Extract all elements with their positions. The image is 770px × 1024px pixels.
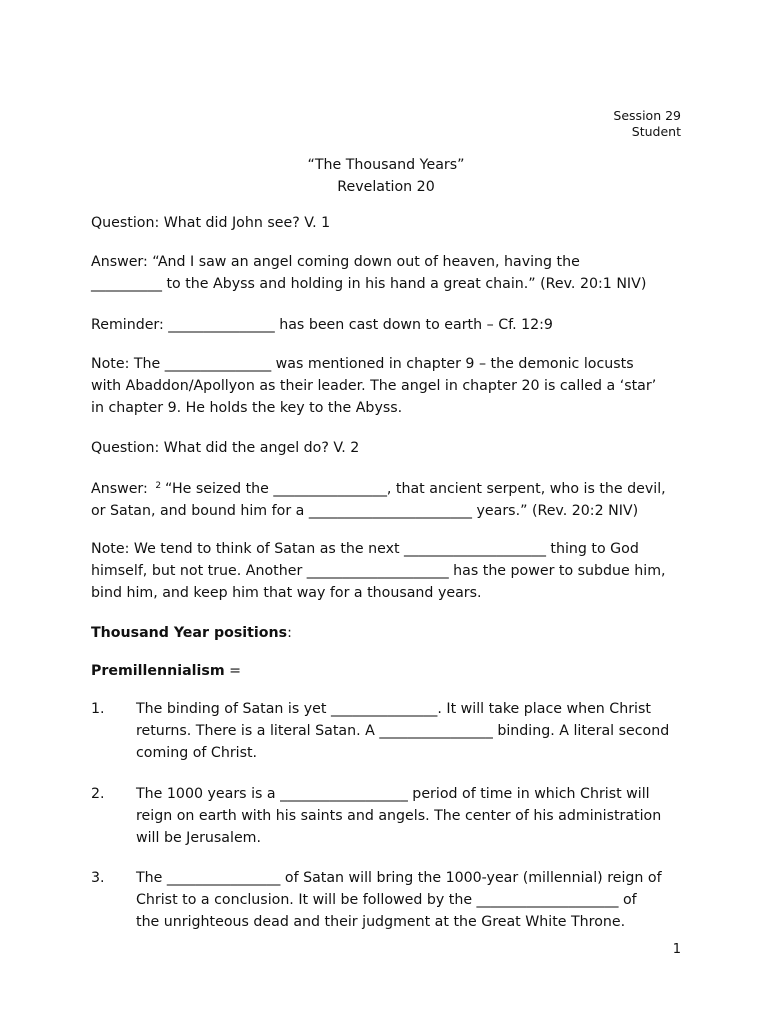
answer-2-line: or Satan, and bound him for a _______________________ years.” (Rev. 20:2 NIV) (91, 503, 639, 519)
note-1-line: in chapter 9. He holds the key to the Abyss. (91, 400, 403, 416)
question-1: Question: What did John see? V. 1 (91, 215, 331, 231)
document-title (91, 154, 681, 198)
session-label: Session 29 (613, 108, 681, 123)
role-label: Student (631, 124, 681, 139)
subtitle-line: Revelation 20 (337, 179, 435, 195)
premillennialism-heading (91, 660, 683, 682)
answer-2-prefix: Answer: (91, 481, 148, 497)
list-item-number: 3. (91, 870, 105, 886)
reminder: Reminder: _______________ has been cast down to earth – Cf. 12:9 (91, 317, 553, 333)
answer-1-line: __________ to the Abyss and holding in his hand a great chain.” (Rev. 20:1 NIV) (91, 276, 647, 292)
list-item-line: The ________________ of Satan will bring the 1000-year (millennial) reign of (136, 870, 662, 886)
positions-heading-rest: : (287, 625, 292, 641)
list-item-line: The 1000 years is a __________________ period of time in which Christ will (136, 786, 650, 802)
answer-2 (91, 475, 683, 522)
title-line: “The Thousand Years” (307, 157, 465, 173)
positions-heading (91, 622, 683, 644)
note-1 (91, 353, 683, 419)
verse-number: 2 (155, 481, 162, 491)
list-item-text (136, 783, 684, 849)
session-header (613, 108, 681, 140)
list-item-number: 1. (91, 701, 105, 717)
note-2-line: bind him, and keep him that way for a thousand years. (91, 585, 482, 601)
positions-heading-bold: Thousand Year positions (91, 625, 288, 641)
list-item-number: 2. (91, 786, 105, 802)
answer-1-line: Answer: “And I saw an angel coming down out of heaven, having the (91, 254, 580, 270)
page-number: 1 (672, 942, 681, 957)
answer-2-text: “He seized the ________________, that ancient serpent, who is the devil, (165, 481, 666, 497)
list-item-line: The binding of Satan is yet _______________. It will take place when Christ (136, 701, 651, 717)
list-item-text (136, 867, 684, 933)
answer-1 (91, 251, 683, 295)
list-item-line: reign on earth with his saints and angels. The center of his administration (136, 808, 662, 824)
list-item-line: will be Jerusalem. (136, 830, 262, 846)
premillennialism-rest: = (224, 663, 242, 679)
question-2: Question: What did the angel do? V. 2 (91, 440, 360, 456)
list-item-line: the unrighteous dead and their judgment at the Great White Throne. (136, 914, 626, 930)
list-item-line: returns. There is a literal Satan. A ________________ binding. A literal second (136, 723, 670, 739)
answer-2-line (91, 475, 683, 500)
note-2-line: himself, but not true. Another ____________________ has the power to subdue him, (91, 563, 666, 579)
list-item-line: coming of Christ. (136, 745, 258, 761)
note-1-line: with Abaddon/Apollyon as their leader. The angel in chapter 20 is called a ‘star’ (91, 378, 657, 394)
note-2 (91, 538, 683, 604)
list-item-text (136, 698, 684, 764)
list-item-line: Christ to a conclusion. It will be followed by the ____________________ of (136, 892, 637, 908)
document-page (91, 0, 681, 1024)
premillennialism-bold: Premillennialism (91, 663, 225, 679)
note-1-line: Note: The _______________ was mentioned in chapter 9 – the demonic locusts (91, 356, 634, 372)
note-2-line: Note: We tend to think of Satan as the next ____________________ thing to God (91, 541, 639, 557)
